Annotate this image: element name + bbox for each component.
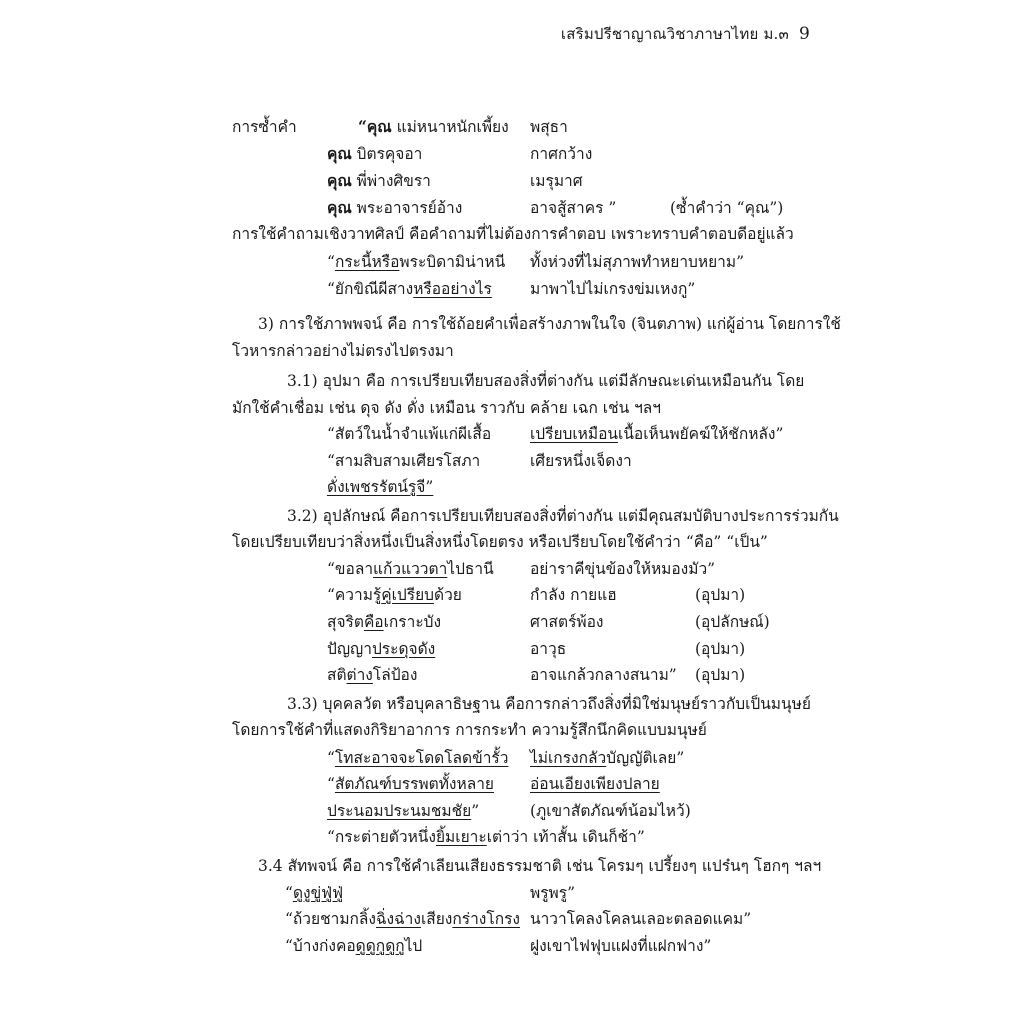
header-title: เสริมปรีชาญาณวิชาภาษาไทย ม.๓ [560, 25, 789, 43]
verse-part-b: เมรุมาศ [530, 172, 583, 190]
annotation-note: (ซ้ำคำว่า “คุณ”) [670, 199, 784, 217]
verse-part-a: “กระนี้หรือพระบิดามิน่าหนี [327, 253, 506, 271]
annotation-note: (อุปลักษณ์) [695, 613, 770, 631]
verse-part-b: ศาสตร์พ้อง [530, 613, 604, 631]
verse-part-b: เปรียบเหมือนเนื้อเห็นพยัคฆ์ให้ชักหลัง” [530, 425, 784, 443]
verse-part-a: ปัญญาประดุจดัง [327, 640, 436, 658]
verse-part-a: ประนอมประนมชมชัย” [327, 802, 480, 820]
verse-part-a: ดั่งเพชรรัตน์รูจี” [327, 478, 434, 496]
verse-part-b: มาพาไปไม่เกรงข่มเหงกู” [530, 280, 696, 298]
verse-line: “กระต่ายตัวหนึ่งยิ้มเยาะเต่าว่า เท้าสั้น เดินก็ช้า” [327, 828, 645, 846]
verse-part-a: คุณ พระอาจารย์อ้าง [327, 198, 463, 217]
verse-part-a: “โทสะอาจจะโดดโลดข้ารั้ว [327, 749, 509, 767]
repetition-label: การซ้ำคำ [232, 118, 297, 136]
document-page: เสริมปรีชาญาณวิชาภาษาไทย ม.๓ 9 การซ้ำคำ “คุณ แม่หนาหนักเพี้ยง พสุธา คุณ บิตรคุจอา กาศกว้าง คุณ พี่พ่างศิขรา เมรุมาศ คุณ พระอาจารย์อ้าง อาจสู้สาคร ” (ซ้ำคำว่า “คุณ”) การใช้คำถามเชิงวาทศิลป์ คือคำถามที่ไม่ต้องการคำตอบ เพราะทราบคำตอบดีอยู่แล้ว “กระนี้หรือพระบิดามิน่าหนี ทั้งห่วงที่ไม่สุภาพทำหยาบหยาม” “ยักขิณีผีสางหรืออย่างไร มาพาไปไม่เกรงข่มเหงกู” 3) การใช้ภาพพจน์ คือ การใช้ถ้อยคำเพื่อสร้างภาพในใจ (จินตภาพ) แก่ผู้อ่าน โดยการใช้ โวหารกล่าวอย่างไม่ตรงไปตรงมา 3.1) อุปมา คือ การเปรียบเทียบสองสิ่งที่ต่างกัน แต่มีลักษณะเด่นเหมือนกัน โดย มักใช้คำเชื่อม เช่น ดุจ ดัง ดั่ง เหมือน ราวกับ คล้าย เฉก เช่น ฯลฯ “สัตว์ในน้ำจำแพ้แก่ผีเสื้อ เปรียบเหมือนเนื้อเห็นพยัคฆ์ให้ชักหลัง” “สามสิบสามเศียรโสภา เศียรหนึ่งเจ็ดงา ดั่งเพชรรัตน์รูจี” 3.2) อุปลักษณ์ คือการเปรียบเทียบสองสิ่งที่ต่างกัน แต่มีคุณสมบัติบางประการร่วมกัน โดยเปรียบเทียบว่าสิ่งหนึ่งเป็นสิ่งหนึ่งโดยตรง หรือเปรียบโดยใช้คำว่า “คือ” “เป็น” “ขอลาแก้วแววตาไปธานี อย่าราคีขุ่นข้องให้หมองมัว” “ความรู้คู่เปรียบด้วย กำลัง กายแฮ (อุปมา) สุจริตคือเกราะบัง ศาสตร์พ้อง (อุปลักษณ์) ปัญญาประดุจดัง อาวุธ (อุปมา) สติต่างโล่ป้อง อาจแกล้วกลางสนาม” (อุปมา) 3.3) บุคคลวัต หรือบุคลาธิษฐาน คือการกล่าวถึงสิ่งที่มิใช่มนุษย์ราวกับเป็นมนุษย์ โดยการใช้คำที่แสดงกิริยาอาการ การกระทำ ความรู้สึกนึกคิดแบบมนุษย์ “โทสะอาจจะโดดโลดข้ารั้ว ไม่เกรงกลัวบัญญัติเลย” “สัตภัณฑ์บรรพตทั้งหลาย อ่อนเอียงเพียงปลาย ประนอมประนมชมชัย” (ภูเขาสัตภัณฑ์น้อมไหว้) “กระต่ายตัวหนึ่งยิ้มเยาะเต่าว่า เท้าสั้น เดินก็ช้า” 3.4 สัทพจน์ คือ การใช้คำเลียนเสียงธรรมชาติ เช่น โครมๆ เปรี้ยงๆ แปร๋นๆ โฮกๆ ฯลฯ “ดูงูขู่ฟู่ฟู่ พรูพรู” “ถ้วยชามกลิ้งฉิ่งฉ่างเสียงกร่างโกรง นาวาโคลงโคลนเลอะตลอดแคม” “บ้างก่งคอดูดูกูดูกูไป ฝูงเขาไฟฟุบแฝงที่แฝกฟาง” [0, 0, 1024, 1024]
verse-part-a: คุณ พี่พ่างศิขรา [327, 171, 431, 190]
annotation-note: (อุปมา) [695, 666, 746, 684]
verse-part-a: สติต่างโล่ป้อง [327, 666, 418, 684]
verse-part-b: อาจแกล้วกลางสนาม” [530, 666, 677, 684]
verse-part-a: “คุณ แม่หนาหนักเพี้ยง [358, 117, 509, 136]
verse-part-a: “สัตภัณฑ์บรรพตทั้งหลาย [327, 775, 494, 793]
verse-part-b: อาวุธ [530, 640, 567, 658]
verse-part-a: “ดูงูขู่ฟู่ฟู่ [285, 884, 344, 902]
verse-part-a: “สัตว์ในน้ำจำแพ้แก่ผีเสื้อ [327, 425, 492, 443]
verse-part-b: พรูพรู” [530, 884, 576, 902]
verse-part-b: เศียรหนึ่งเจ็ดงา [530, 452, 632, 470]
page-number: 9 [798, 24, 810, 44]
verse-part-a: “สามสิบสามเศียรโสภา [327, 452, 481, 470]
verse-part-b: อย่าราคีขุ่นข้องให้หมองมัว” [530, 560, 716, 578]
verse-part-a: “ยักขิณีผีสางหรืออย่างไร [327, 280, 492, 298]
annotation-note: (อุปมา) [695, 640, 746, 658]
verse-part-a: คุณ บิตรคุจอา [327, 144, 423, 163]
verse-part-a: สุจริตคือเกราะบัง [327, 613, 442, 631]
verse-part-b: ฝูงเขาไฟฟุบแฝงที่แฝกฟาง” [530, 937, 712, 955]
running-header [561, 22, 810, 46]
verse-part-b: ไม่เกรงกลัวบัญญัติเลย” [530, 749, 685, 767]
verse-part-b: ทั้งห่วงที่ไม่สุภาพทำหยาบหยาม” [530, 253, 745, 271]
annotation-note: (อุปมา) [695, 586, 746, 604]
verse-part-a: “ขอลาแก้วแววตาไปธานี [327, 560, 494, 578]
verse-part-b: กาศกว้าง [530, 145, 593, 163]
verse-part-b: (ภูเขาสัตภัณฑ์น้อมไหว้) [530, 802, 691, 820]
verse-part-b: อาจสู้สาคร ” [530, 199, 617, 217]
verse-part-b: พสุธา [530, 118, 568, 136]
verse-part-a: “ถ้วยชามกลิ้งฉิ่งฉ่างเสียงกร่างโกรง [285, 910, 520, 928]
verse-part-a: “บ้างก่งคอดูดูกูดูกูไป [285, 937, 423, 955]
verse-part-b: กำลัง กายแฮ [530, 586, 617, 604]
verse-part-a: “ความรู้คู่เปรียบด้วย [327, 586, 462, 604]
verse-part-b: นาวาโคลงโคลนเลอะตลอดแคม” [530, 910, 752, 928]
verse-part-b: อ่อนเอียงเพียงปลาย [530, 775, 660, 793]
